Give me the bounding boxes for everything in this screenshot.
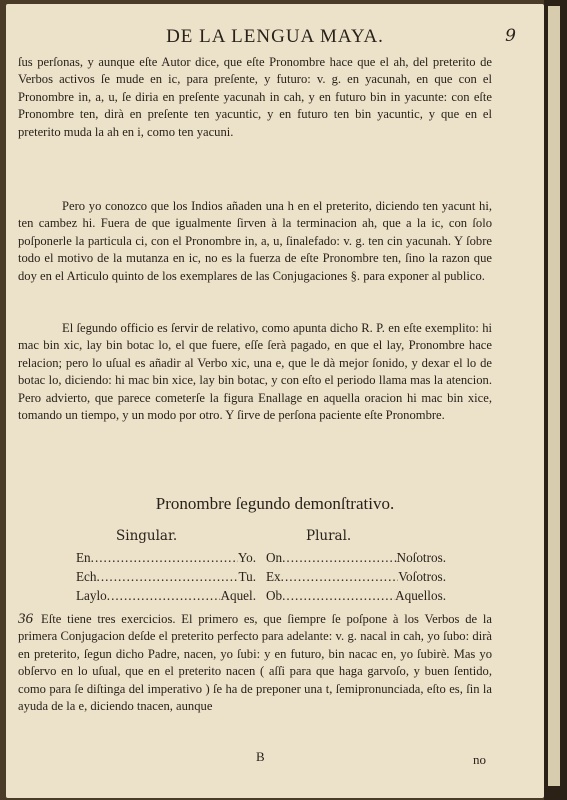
leader-dots (282, 550, 396, 566)
leader-dots (97, 569, 239, 585)
table-row (266, 569, 446, 588)
maya-word: Ob (266, 588, 283, 603)
paragraph-4-text (18, 611, 492, 715)
maya-word: Ex (266, 569, 281, 584)
spanish-word: Noſotros. (396, 550, 446, 565)
paragraph-1-text: ſus perſonas, y aunque eſte Autor dice, que eſte Pronombre hace que el ah, del preterito de Verbos activos ſe mude en ic, para preſente, y futuro: v. g. en yacunah, en que con el Pronombre in, a, u, ſe diria en preſente yacunah in cah, y en futuro bin in yacunte: con eſte Pronombre ten, dirà en preſente ten yacuntic, y en futuro ten bin yacuntic, y que en el preterito muda la ah en i, como ten yacuni. (18, 55, 492, 139)
signature-mark: B (256, 749, 265, 764)
leader-dots (282, 588, 395, 604)
table-row (266, 550, 446, 569)
leader-dots (281, 569, 399, 585)
spanish-word: Tu. (238, 569, 256, 584)
spanish-word: Voſotros. (398, 569, 446, 584)
maya-word: Ech (76, 569, 97, 584)
page-number: 9 (505, 26, 516, 46)
table-row (266, 588, 446, 607)
page-header (6, 26, 544, 56)
section-heading: Pronombre ſegundo demonſtrativo. (155, 494, 395, 513)
paragraph-2-text: Pero yo conozco que los Indios añaden una h en el preterito, diciendo ten yacunt hi, ten cambez hi. Fuera de que igualmente ſirven à la terminacion ah, que a la ic, con ſolo poſponerle la particula ci, con el Pronombre in, a, u, ſinalefado: v. g. ten cin yacunah. Y ſobre todo el motivo de la mutanza en ic, no es la fuerza de eſte Pronombre ten, ſino la razon que doy en el Articulo quinto de los exemplares de las Conjugaciones §. para exponer al publico. (18, 199, 492, 283)
paragraph-number: 36 (18, 611, 33, 627)
table-row (76, 550, 256, 569)
spanish-word: Aquel. (220, 588, 256, 603)
singular-label: Singular. (116, 528, 178, 544)
maya-word: Laylo (76, 588, 107, 603)
maya-word: On (266, 550, 283, 565)
leader-dots (91, 550, 238, 566)
singular-column (76, 528, 256, 607)
paragraph-4 (18, 611, 492, 715)
leader-dots (107, 588, 221, 604)
paragraph-3 (18, 320, 492, 424)
paragraph-3-text: El ſegundo officio es ſervir de relativo, como apunta dicho R. P. en eſte exemplito: hi mac bin xic, lay bin botac lo, el que fuere, eſſe ſerà pagado, en que el lay, Pronombre hace relacion; pero lo uſual es añadir al Verbo xic, una e, que le dà mejor ſonido, y dexar el lo de botac lo, diciendo: hi mac bin xice, lay bin botac, y con eſto el periodo llama mas la atencion. Pero advierto, que parece cometerſe la figura Enallage en aquella oracion hi mac bin xice, tomando un tiempo, y un modo por otro. Y ſirve de perſona paciente eſte Pronombre. (18, 321, 492, 423)
spanish-word: Aquellos. (395, 588, 446, 603)
paragraph-2 (18, 198, 492, 285)
book-edge (544, 0, 567, 800)
maya-word: En (76, 550, 91, 565)
paragraph-4-body: Eſte tiene tres exercicios. El primero es, que ſiempre ſe poſpone à los Verbos de la primera Conjugacion deſde el preterito perfecto para adelante: v. g. nacal in cah, yo ſubo: dirà en preterito, ſegun dicho Padre, nacen, yo ſubi: y en futuro, bin nacac en, yo ſubirè. Mas yo obſervo en lo uſual, que en el preterito nacen ( aſſi para que haga garvoſo, y buen ſentido, como para ſe diſtinga del imperativo ) ſe ha de preponer una t, ſemipronunciada, eſto es, ſin la ayuda de la e, diciendo tnacen, aunque (18, 612, 492, 714)
table-row (76, 569, 256, 588)
paragraph-1 (18, 54, 492, 141)
plural-label: Plural. (306, 528, 352, 544)
catchword: no (473, 752, 486, 767)
page-stack (548, 6, 560, 786)
running-title: DE LA LENGUA MAYA. (166, 26, 384, 47)
book-page (6, 4, 544, 798)
spanish-word: Yo. (237, 550, 256, 565)
table-row (76, 588, 256, 607)
plural-column (266, 528, 446, 607)
